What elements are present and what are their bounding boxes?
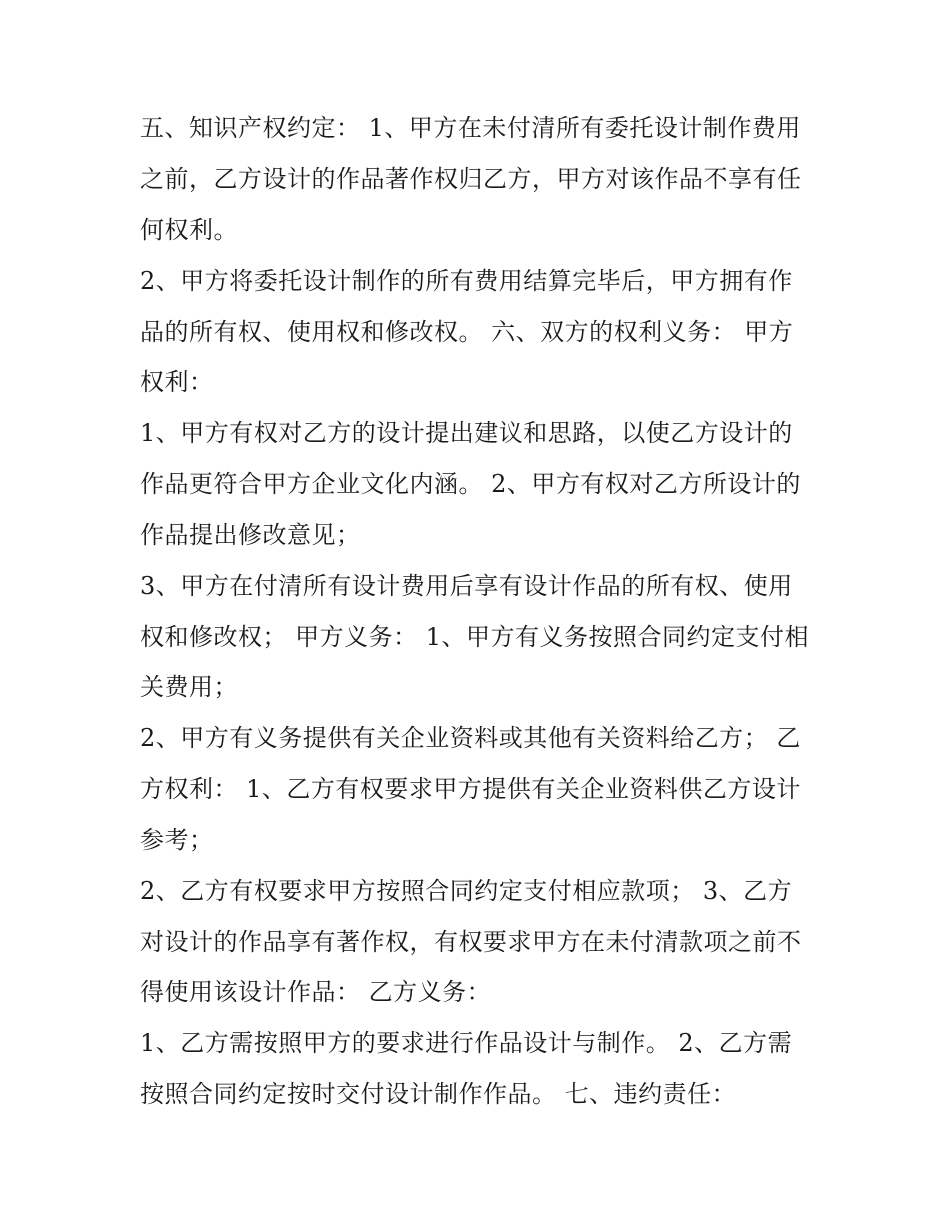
text-line: 2、甲方将委托设计制作的所有费用结算完毕后，甲方拥有作 [140, 267, 793, 295]
text-line: 2、乙方有权要求甲方按照合同约定支付相应款项； 3、乙方 [140, 877, 793, 905]
text-line: 作品更符合甲方企业文化内涵。 2、甲方有权对乙方所设计的 [140, 470, 801, 498]
text-line: 方权利： 1、乙方有权要求甲方提供有关企业资料供乙方设计 [140, 775, 801, 803]
text-line: 参考； [140, 826, 214, 854]
text-line: 对设计的作品享有著作权，有权要求甲方在未付清款项之前不 [140, 928, 802, 956]
text-line: 何权利。 [140, 216, 238, 244]
text-line: 品的所有权、使用权和修改权。 六、双方的权利义务： 甲方 [140, 318, 794, 346]
text-line: 2、甲方有义务提供有关企业资料或其他有关资料给乙方； 乙 [140, 724, 801, 752]
text-line: 关费用； [140, 673, 238, 701]
text-line: 得使用该设计作品： 乙方义务： [140, 978, 492, 1006]
text-line: 权和修改权； 甲方义务： 1、甲方有义务按照合同约定支付相 [140, 623, 810, 651]
text-line: 1、乙方需按照甲方的要求进行作品设计与制作。 2、乙方需 [140, 1029, 793, 1057]
text-line: 作品提出修改意见； [140, 521, 361, 549]
text-line: 权利： [140, 368, 214, 396]
text-line: 3、甲方在付清所有设计费用后享有设计作品的所有权、使用 [140, 572, 793, 600]
text-line: 按照合同约定按时交付设计制作作品。 七、违约责任： [140, 1080, 737, 1108]
text-line: 之前，乙方设计的作品著作权归乙方，甲方对该作品不享有任 [140, 165, 802, 193]
text-line: 1、甲方有权对乙方的设计提出建议和思路，以使乙方设计的 [140, 419, 793, 447]
text-line: 五、知识产权约定： 1、甲方在未付清所有委托设计制作费用 [140, 114, 801, 142]
